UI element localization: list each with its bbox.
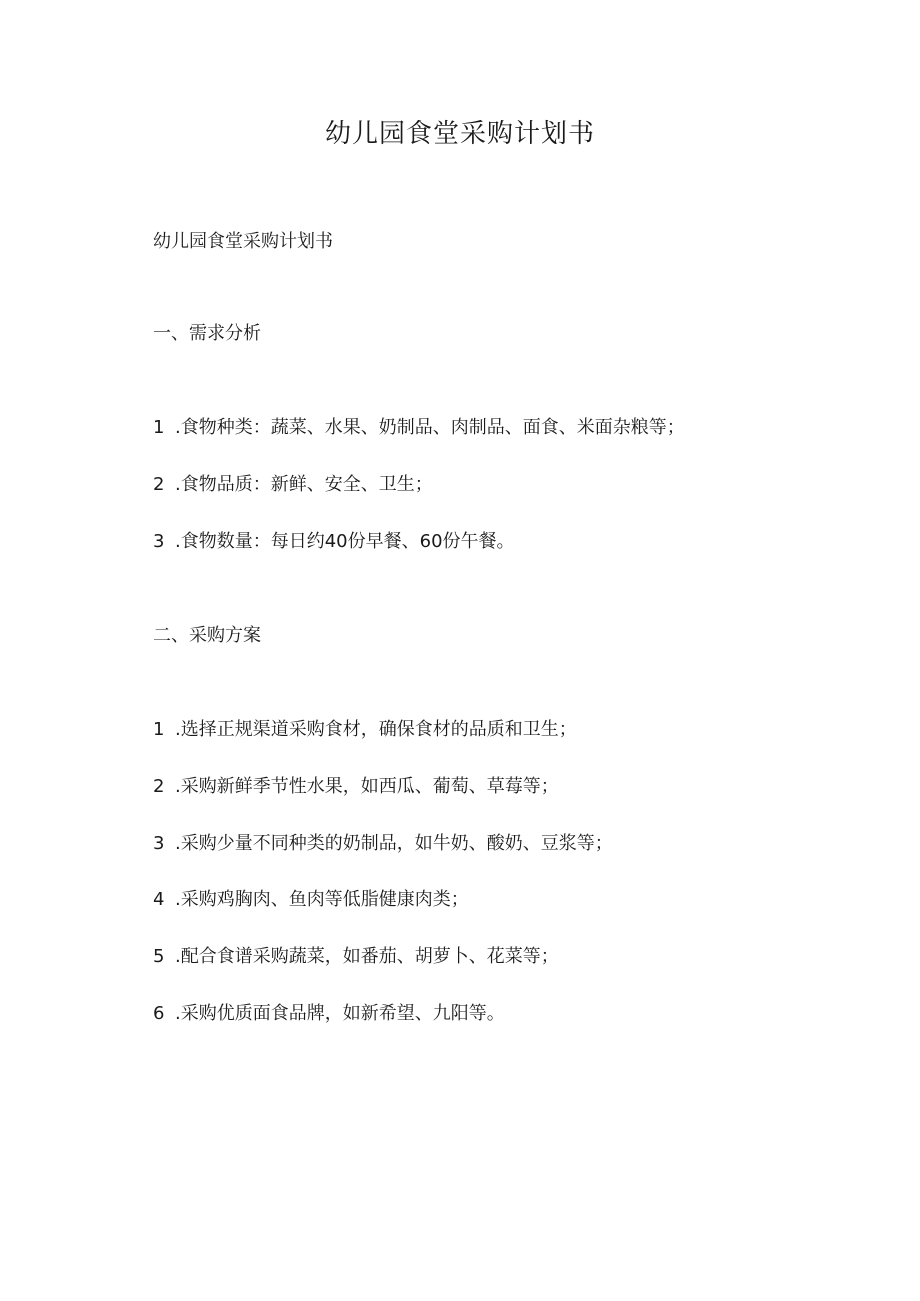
list-item-text: .采购少量不同种类的奶制品，如牛奶、酸奶、豆浆等； [175, 833, 613, 854]
list-item [153, 773, 559, 801]
list-item [153, 943, 559, 971]
list-item-text: .采购新鲜季节性水果，如西瓜、葡萄、草莓等； [175, 776, 559, 797]
list-item-text: .采购鸡胸肉、鱼肉等低脂健康肉类； [175, 889, 469, 910]
list-item [153, 414, 685, 442]
list-item-number: 3 [153, 531, 165, 552]
list-item-text: .食物数量：每日约40份早餐、60份午餐。 [175, 531, 515, 552]
list-item-text: .配合食谱采购蔬菜，如番茄、胡萝卜、花菜等； [175, 946, 559, 967]
list-item-number: 4 [153, 889, 165, 910]
list-item-text: .采购优质面食品牌，如新希望、九阳等。 [175, 1003, 505, 1024]
list-item-number: 2 [153, 776, 165, 797]
list-item [153, 471, 433, 499]
list-item-number: 3 [153, 833, 165, 854]
list-item-number: 1 [153, 719, 165, 740]
list-item [153, 886, 469, 914]
list-item-text: .食物种类：蔬菜、水果、奶制品、肉制品、面食、米面杂粮等； [175, 417, 685, 438]
list-item-number: 1 [153, 417, 165, 438]
section-heading-needs-analysis: 一、需求分析 [153, 323, 261, 344]
list-item-number: 6 [153, 1003, 165, 1024]
list-item [153, 528, 515, 556]
list-item [153, 1000, 505, 1028]
list-item [153, 830, 613, 858]
document-subtitle: 幼儿园食堂采购计划书 [153, 231, 333, 252]
list-item-number: 2 [153, 474, 165, 495]
list-item-text: .食物品质：新鲜、安全、卫生； [175, 474, 433, 495]
list-item-text: .选择正规渠道采购食材，确保食材的品质和卫生； [175, 719, 577, 740]
section-heading-purchase-plan: 二、采购方案 [153, 625, 261, 646]
list-item-number: 5 [153, 946, 165, 967]
list-item [153, 716, 577, 744]
document-title: 幼儿园食堂采购计划书 [324, 119, 595, 149]
